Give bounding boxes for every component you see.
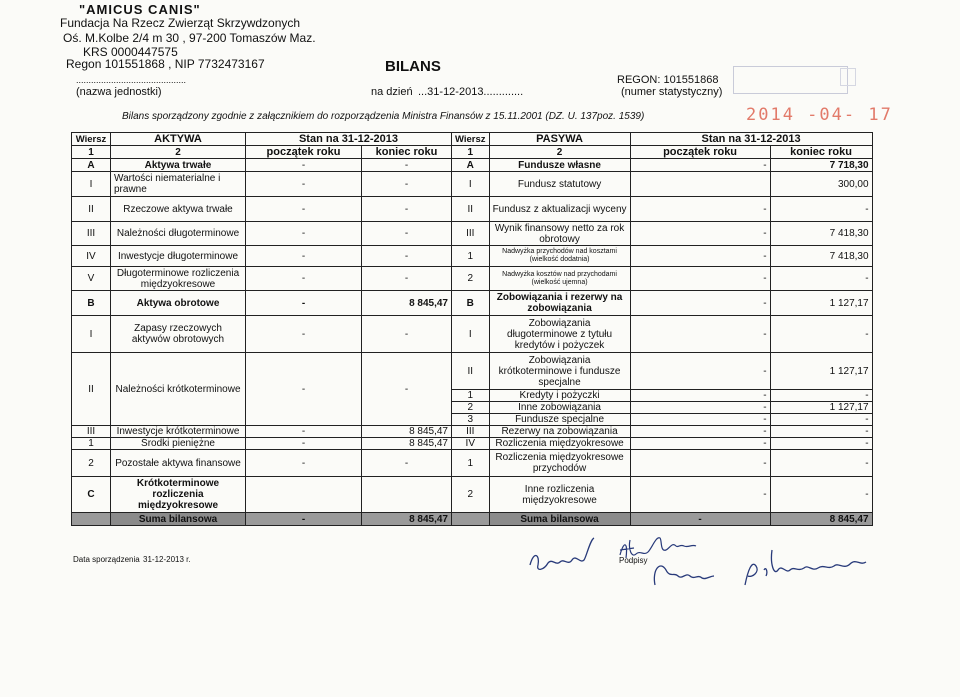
stamp-box — [840, 68, 856, 86]
row-value-start: - — [630, 267, 770, 291]
row-name: Zobowiązania krótkoterminowe i fundusze specjalne — [489, 353, 630, 390]
row-value-end: - — [770, 267, 872, 291]
row-value-end: - — [362, 172, 452, 197]
col-wiersz-pasywa: Wiersz — [452, 133, 490, 146]
row-wiersz: B — [72, 291, 111, 316]
row-name: Fundusz statutowy — [489, 172, 630, 197]
row-wiersz: II — [452, 197, 490, 222]
table-row — [72, 197, 873, 222]
row-name: Długoterminowe rozliczenia międzyokresowe — [111, 267, 246, 291]
row-value-end: 7 718,30 — [770, 159, 872, 172]
subheader-row — [72, 146, 873, 159]
row-name: Należności krótkoterminowe — [111, 353, 246, 426]
row-wiersz: 1 — [72, 438, 111, 450]
sum-value-end: 8 845,47 — [362, 513, 452, 526]
row-wiersz: III — [72, 222, 111, 246]
row-value-end: 7 418,30 — [770, 246, 872, 267]
row-value-end: - — [362, 450, 452, 477]
col-num: 1 — [72, 146, 111, 159]
document-title: BILANS — [385, 58, 441, 75]
date-value: ...31-12-2013............. — [418, 86, 524, 98]
table-row — [72, 222, 873, 246]
name-dots: ............................................ — [76, 75, 187, 85]
row-value-end: - — [362, 222, 452, 246]
row-value-end: - — [362, 197, 452, 222]
row-value-start: - — [246, 267, 362, 291]
row-name: Rezerwy na zobowiązania — [489, 426, 630, 438]
row-name: Należności długoterminowe — [111, 222, 246, 246]
table-row — [72, 353, 873, 390]
table-row — [72, 291, 873, 316]
signatures — [520, 530, 900, 590]
received-stamp — [733, 66, 848, 94]
row-value-start: - — [246, 172, 362, 197]
row-wiersz: I — [72, 316, 111, 353]
row-value-end: - — [770, 450, 872, 477]
row-name: Inwestycje długoterminowe — [111, 246, 246, 267]
table-row — [72, 438, 873, 450]
row-value-start: - — [630, 291, 770, 316]
balance-table — [71, 132, 873, 526]
row-value-end: 7 418,30 — [770, 222, 872, 246]
foundation-name: Fundacja Na Rzecz Zwierząt Skrzywdzonych — [60, 16, 301, 30]
row-value-start: - — [630, 159, 770, 172]
row-name: Krótkoterminowe rozliczenia międzyokresowe — [111, 477, 246, 513]
row-wiersz: II — [72, 353, 111, 426]
table-row — [72, 246, 873, 267]
row-value-start: - — [246, 222, 362, 246]
org-name: "AMICUS CANIS" — [79, 2, 201, 17]
received-date-stamp: 2014 -04- 17 — [746, 105, 893, 125]
row-wiersz: III — [452, 426, 490, 438]
row-name: Rozliczenia międzyokresowe przychodów — [489, 450, 630, 477]
org-krs: KRS 0000447575 — [83, 45, 178, 59]
row-name: Zobowiązania i rezerwy na zobowiązania — [489, 291, 630, 316]
row-value-end: 8 845,47 — [362, 426, 452, 438]
row-value-start: - — [246, 438, 362, 450]
row-wiersz: IV — [452, 438, 490, 450]
subtitle: Bilans sporządzony zgodnie z załącznikiem do rozporządzenia Ministra Finansów z 15.11.2001 (DZ. U. 137poz. 1539) — [122, 111, 645, 122]
row-wiersz: I — [452, 172, 490, 197]
row-value-end: - — [770, 197, 872, 222]
row-name: Nadwyżka kosztów nad przychodami (wielkość ujemna) — [489, 267, 630, 291]
row-value-start: - — [246, 426, 362, 438]
row-name: Zobowiązania długoterminowe z tytułu kredytów i pożyczek — [489, 316, 630, 353]
footer-podpisy: Podpisy — [619, 556, 648, 565]
row-name: Inne zobowiązania — [489, 402, 630, 414]
row-value-start: - — [246, 291, 362, 316]
row-name: Inwestycje krótkoterminowe — [111, 426, 246, 438]
row-name: Fundusze własne — [489, 159, 630, 172]
row-value-end: 1 127,17 — [770, 291, 872, 316]
signature-1 — [530, 538, 594, 569]
table-row — [72, 450, 873, 477]
signature-4 — [745, 550, 866, 585]
row-value-end — [362, 477, 452, 513]
col-stan-pasywa: Stan na 31-12-2013 — [630, 133, 872, 146]
col-koniec: koniec roku — [362, 146, 452, 159]
row-name: Kredyty i pożyczki — [489, 390, 630, 402]
row-wiersz: V — [72, 267, 111, 291]
row-value-start: - — [630, 316, 770, 353]
row-value-start: - — [630, 197, 770, 222]
table-row — [72, 159, 873, 172]
sum-value-start: - — [246, 513, 362, 526]
row-value-end: 8 845,47 — [362, 438, 452, 450]
row-value-start: - — [630, 438, 770, 450]
row-name: Fundusz z aktualizacji wyceny — [489, 197, 630, 222]
table-row — [72, 426, 873, 438]
row-wiersz: II — [72, 197, 111, 222]
row-value-start: - — [630, 222, 770, 246]
row-wiersz: IV — [72, 246, 111, 267]
row-wiersz: 1 — [452, 390, 490, 402]
row-value-start: - — [630, 390, 770, 402]
row-wiersz: 2 — [452, 267, 490, 291]
row-name: Nadwyżka przychodów nad kosztami (wielkość dodatnia) — [489, 246, 630, 267]
org-address: Oś. M.Kolbe 2/4 m 30 , 97-200 Tomaszów Maz. — [63, 31, 316, 45]
row-wiersz: A — [72, 159, 111, 172]
row-value-start: - — [246, 197, 362, 222]
row-value-end: - — [362, 316, 452, 353]
footer-date-label: Data sporządzenia — [73, 555, 140, 564]
date-label: na dzień — [371, 86, 413, 98]
row-value-end: - — [362, 246, 452, 267]
col-stan-aktywa: Stan na 31-12-2013 — [246, 133, 452, 146]
row-value-start: - — [246, 450, 362, 477]
org-regon-nip: Regon 101551868 , NIP 7732473167 — [66, 57, 265, 71]
col-koniec: koniec roku — [770, 146, 872, 159]
col-num: 2 — [111, 146, 246, 159]
row-wiersz: III — [452, 222, 490, 246]
row-value-end: - — [362, 353, 452, 426]
row-wiersz: 3 — [452, 414, 490, 426]
row-name: Rozliczenia międzyokresowe — [489, 438, 630, 450]
row-value-start: - — [630, 426, 770, 438]
signature-3 — [654, 566, 714, 585]
col-num: 2 — [489, 146, 630, 159]
sum-label: Suma bilansowa — [111, 513, 246, 526]
col-aktywa: AKTYWA — [111, 133, 246, 146]
row-wiersz: 1 — [452, 246, 490, 267]
col-poczatek: początek roku — [246, 146, 362, 159]
row-value-end: - — [770, 414, 872, 426]
row-name: Inne rozliczenia międzyokresowe — [489, 477, 630, 513]
name-label: (nazwa jednostki) — [76, 86, 162, 98]
row-name: Aktywa obrotowe — [111, 291, 246, 316]
row-value-start: - — [246, 353, 362, 426]
row-value-end: 8 845,47 — [362, 291, 452, 316]
row-wiersz: II — [452, 353, 490, 390]
row-value-start: - — [630, 402, 770, 414]
sum-value-start: - — [630, 513, 770, 526]
signature-2 — [620, 538, 696, 558]
row-value-end: 1 127,17 — [770, 353, 872, 390]
row-value-end: - — [362, 159, 452, 172]
sum-value-end: 8 845,47 — [770, 513, 872, 526]
row-value-start: - — [246, 159, 362, 172]
row-wiersz: A — [452, 159, 490, 172]
row-name: Środki pieniężne — [111, 438, 246, 450]
table-row — [72, 316, 873, 353]
row-wiersz: I — [452, 316, 490, 353]
row-wiersz: 2 — [452, 402, 490, 414]
row-value-end: - — [770, 426, 872, 438]
row-name: Rzeczowe aktywa trwałe — [111, 197, 246, 222]
row-wiersz: I — [72, 172, 111, 197]
regon-right: REGON: 101551868 — [617, 74, 719, 86]
row-value-end: - — [770, 390, 872, 402]
row-value-start — [246, 477, 362, 513]
row-value-end: - — [770, 438, 872, 450]
row-name: Fundusze specjalne — [489, 414, 630, 426]
table-row — [72, 267, 873, 291]
row-value-start: - — [630, 414, 770, 426]
row-value-start: - — [246, 316, 362, 353]
col-num: 1 — [452, 146, 490, 159]
row-wiersz: C — [72, 477, 111, 513]
stat-label: (numer statystyczny) — [621, 86, 723, 98]
row-wiersz: B — [452, 291, 490, 316]
row-value-end: 1 127,17 — [770, 402, 872, 414]
row-name: Wynik finansowy netto za rok obrotowy — [489, 222, 630, 246]
row-value-end: - — [770, 316, 872, 353]
row-value-start: - — [630, 477, 770, 513]
row-value-start: - — [630, 246, 770, 267]
row-value-end: - — [770, 477, 872, 513]
row-wiersz: 2 — [72, 450, 111, 477]
header-row — [72, 133, 873, 146]
row-value-start: - — [630, 450, 770, 477]
table-row — [72, 172, 873, 197]
sum-spacer — [72, 513, 111, 526]
sum-row — [72, 513, 873, 526]
footer-date-value: 31-12-2013 r. — [143, 555, 191, 564]
col-poczatek: początek roku — [630, 146, 770, 159]
col-wiersz: Wiersz — [72, 133, 111, 146]
row-wiersz: 2 — [452, 477, 490, 513]
row-wiersz: 1 — [452, 450, 490, 477]
sum-label: Suma bilansowa — [489, 513, 630, 526]
table-row — [72, 477, 873, 513]
row-name: Zapasy rzeczowych aktywów obrotowych — [111, 316, 246, 353]
row-name: Wartości niematerialne i prawne — [111, 172, 246, 197]
row-value-end: 300,00 — [770, 172, 872, 197]
sum-spacer — [452, 513, 490, 526]
row-name: Pozostałe aktywa finansowe — [111, 450, 246, 477]
row-wiersz: III — [72, 426, 111, 438]
row-value-start: - — [246, 246, 362, 267]
row-value-end: - — [362, 267, 452, 291]
row-name: Aktywa trwałe — [111, 159, 246, 172]
row-value-start — [630, 172, 770, 197]
row-value-start: - — [630, 353, 770, 390]
col-pasywa: PASYWA — [489, 133, 630, 146]
